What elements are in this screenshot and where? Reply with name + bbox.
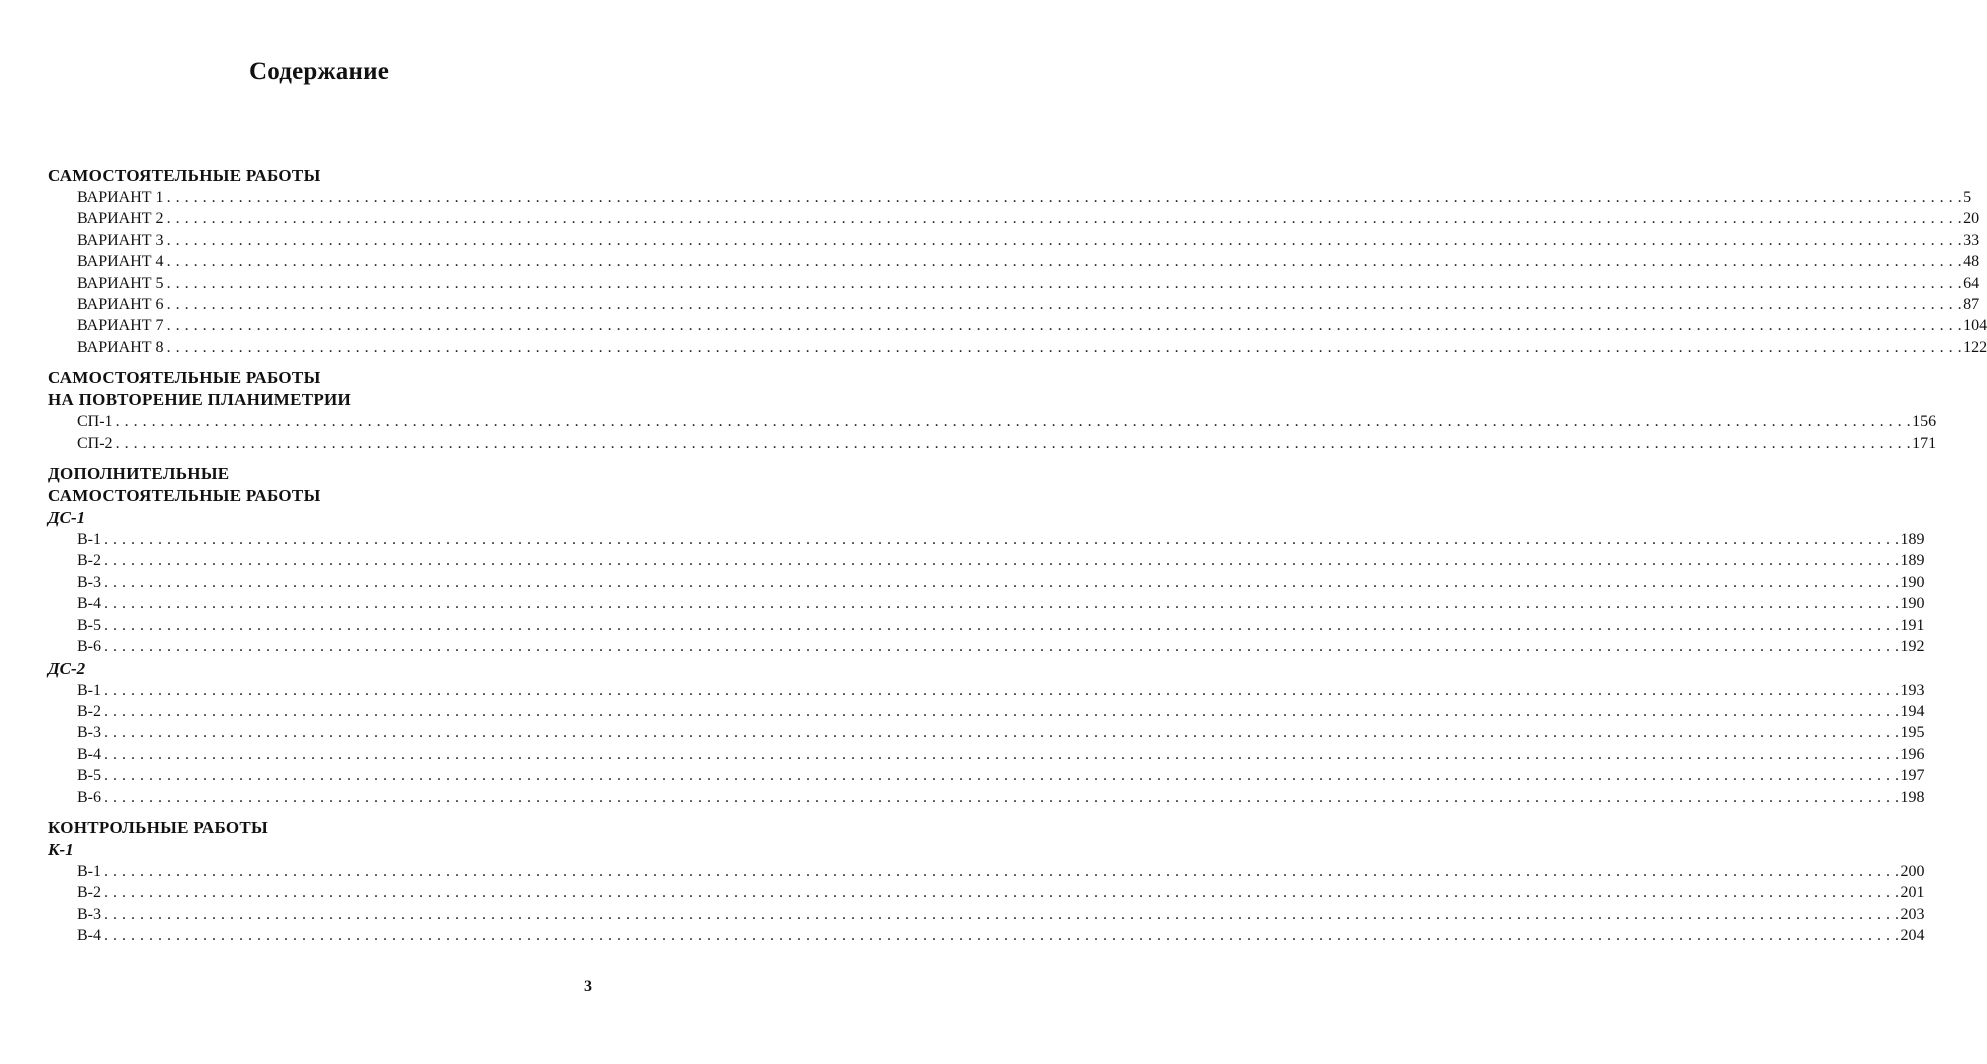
toc-section — [48, 817, 1925, 947]
dot-leader: . . . . . . . . . . . . . . . . . . . . . . . . . . . . . . . . . . . . . . . . . . . . . . . . . . . . . . . . . . . . . . . . . . . . . . . . . . . . . . . . . . . . . . . . . . . . . . . . . . . . . . . . . . . . . . . . . . . . . . . . . . . . . . . . . . . . . . . . . . . . . . . . . . . . . . . . . . . . . . . . . . . . . . . . . . . . . . . . . . . . . . . . . . . . . . . . . . . . . . . . — [104, 595, 1900, 613]
toc-entry[interactable] — [48, 925, 1925, 946]
subsection-title: ДС-1 — [48, 508, 86, 528]
toc-entry[interactable] — [48, 230, 1980, 251]
dot-leader: . . . . . . . . . . . . . . . . . . . . . . . . . . . . . . . . . . . . . . . . . . . . . . . . . . . . . . . . . . . . . . . . . . . . . . . . . . . . . . . . . . . . . . . . . . . . . . . . . . . . . . . . . . . . . . . . . . . . . . . . . . . . . . . . . . . . . . . . . . . . . . . . . . . . . . . . . . . . . . . . . . . . . . . . . . . . . . . . . . . . . . . . . . . . . . . . . . . . . . . . — [104, 552, 1900, 570]
subsection-title: ДС-2 — [48, 658, 86, 678]
toc-entry[interactable] — [48, 593, 1925, 614]
entry-label: ВАРИАНТ 6 — [77, 296, 164, 314]
entry-page-number: 193 — [1900, 681, 1925, 699]
entry-label: В-1 — [77, 681, 101, 699]
section-title: НА ПОВТОРЕНИЕ ПЛАНИМЕТРИИ — [48, 390, 352, 410]
entry-page-number: 203 — [1900, 905, 1925, 923]
dot-leader: . . . . . . . . . . . . . . . . . . . . . . . . . . . . . . . . . . . . . . . . . . . . . . . . . . . . . . . . . . . . . . . . . . . . . . . . . . . . . . . . . . . . . . . . . . . . . . . . . . . . . . . . . . . . . . . . . . . . . . . . . . . . . . . . . . . . . . . . . . . . . . . . . . . . . . . . . . . . . . . . . . . . . . . . . . . . . . . . . . . . . . . . . . . . . . . . . . . . . . . . — [166, 274, 1963, 292]
entry-page-number: 198 — [1900, 788, 1925, 806]
dot-leader: . . . . . . . . . . . . . . . . . . . . . . . . . . . . . . . . . . . . . . . . . . . . . . . . . . . . . . . . . . . . . . . . . . . . . . . . . . . . . . . . . . . . . . . . . . . . . . . . . . . . . . . . . . . . . . . . . . . . . . . . . . . . . . . . . . . . . . . . . . . . . . . . . . . . . . . . . . . . . . . . . . . . . . . . . . . . . . . . . . . . . . . . . . . . . . . . . . . . . . . . — [166, 210, 1963, 228]
entry-page-number: 33 — [1963, 231, 1980, 249]
entry-page-number: 190 — [1900, 595, 1925, 613]
toc-entry[interactable] — [48, 615, 1925, 636]
entry-label: В-2 — [77, 552, 101, 570]
toc-entry[interactable] — [48, 315, 1987, 336]
toc-entry[interactable] — [48, 251, 1980, 272]
toc-entry[interactable] — [48, 337, 1987, 358]
entry-label: ВАРИАНТ 1 — [77, 189, 164, 206]
entry-page-number: 201 — [1900, 884, 1925, 902]
toc-entry[interactable] — [48, 208, 1980, 229]
dot-leader: . . . . . . . . . . . . . . . . . . . . . . . . . . . . . . . . . . . . . . . . . . . . . . . . . . . . . . . . . . . . . . . . . . . . . . . . . . . . . . . . . . . . . . . . . . . . . . . . . . . . . . . . . . . . . . . . . . . . . . . . . . . . . . . . . . . . . . . . . . . . . . . . . . . . . . . . . . . . . . . . . . . . . . . . . . . . . . . . . . . . . . . . . . . . . . . . . . . . . . . . — [166, 338, 1963, 356]
entry-page-number: 195 — [1900, 724, 1925, 742]
entry-page-number: 64 — [1963, 274, 1980, 292]
toc-entry[interactable] — [48, 636, 1925, 657]
dot-leader: . . . . . . . . . . . . . . . . . . . . . . . . . . . . . . . . . . . . . . . . . . . . . . . . . . . . . . . . . . . . . . . . . . . . . . . . . . . . . . . . . . . . . . . . . . . . . . . . . . . . . . . . . . . . . . . . . . . . . . . . . . . . . . . . . . . . . . . . . . . . . . . . . . . . . . . . . . . . . . . . . . . . . . . . . . . . . . . . . . . . . . . . . . . . . . . . . . . . . . . . — [115, 434, 1912, 452]
dot-leader: . . . . . . . . . . . . . . . . . . . . . . . . . . . . . . . . . . . . . . . . . . . . . . . . . . . . . . . . . . . . . . . . . . . . . . . . . . . . . . . . . . . . . . . . . . . . . . . . . . . . . . . . . . . . . . . . . . . . . . . . . . . . . . . . . . . . . . . . . . . . . . . . . . . . . . . . . . . . . . . . . . . . . . . . . . . . . . . . . . . . . . . . . . . . . . . . . . . . . . . . — [166, 189, 1963, 206]
toc-entry[interactable] — [48, 550, 1925, 571]
entry-label: ВАРИАНТ 4 — [77, 253, 164, 271]
entry-label: В-5 — [77, 767, 101, 785]
entry-label: ВАРИАНТ 8 — [77, 338, 164, 356]
entry-page-number: 5 — [1963, 189, 1972, 206]
entry-label: В-3 — [77, 573, 101, 591]
dot-leader: . . . . . . . . . . . . . . . . . . . . . . . . . . . . . . . . . . . . . . . . . . . . . . . . . . . . . . . . . . . . . . . . . . . . . . . . . . . . . . . . . . . . . . . . . . . . . . . . . . . . . . . . . . . . . . . . . . . . . . . . . . . . . . . . . . . . . . . . . . . . . . . . . . . . . . . . . . . . . . . . . . . . . . . . . . . . . . . . . . . . . . . . . . . . . . . . . . . . . . . . — [104, 767, 1900, 785]
dot-leader: . . . . . . . . . . . . . . . . . . . . . . . . . . . . . . . . . . . . . . . . . . . . . . . . . . . . . . . . . . . . . . . . . . . . . . . . . . . . . . . . . . . . . . . . . . . . . . . . . . . . . . . . . . . . . . . . . . . . . . . . . . . . . . . . . . . . . . . . . . . . . . . . . . . . . . . . . . . . . . . . . . . . . . . . . . . . . . . . . . . . . . . . . . . . . . . . . . . . . . . . — [104, 531, 1900, 549]
toc-entry[interactable] — [48, 787, 1925, 808]
section-title: САМОСТОЯТЕЛЬНЫЕ РАБОТЫ — [48, 166, 321, 185]
toc-entry[interactable] — [48, 744, 1925, 765]
toc-section — [48, 367, 1937, 454]
toc-entry[interactable] — [48, 294, 1980, 315]
entry-page-number: 190 — [1900, 573, 1925, 591]
subsection-title: К-1 — [48, 839, 74, 859]
toc-entry[interactable] — [48, 572, 1925, 593]
entry-page-number: 204 — [1900, 927, 1925, 945]
entry-label: В-6 — [77, 638, 101, 656]
toc-entry[interactable] — [48, 904, 1925, 925]
toc-entry[interactable] — [48, 273, 1980, 294]
page-title: Содержание — [248, 58, 389, 85]
dot-leader: . . . . . . . . . . . . . . . . . . . . . . . . . . . . . . . . . . . . . . . . . . . . . . . . . . . . . . . . . . . . . . . . . . . . . . . . . . . . . . . . . . . . . . . . . . . . . . . . . . . . . . . . . . . . . . . . . . . . . . . . . . . . . . . . . . . . . . . . . . . . . . . . . . . . . . . . . . . . . . . . . . . . . . . . . . . . . . . . . . . . . . . . . . . . . . . . . . . . . . . . — [104, 905, 1900, 923]
toc-entry[interactable] — [48, 722, 1925, 743]
dot-leader: . . . . . . . . . . . . . . . . . . . . . . . . . . . . . . . . . . . . . . . . . . . . . . . . . . . . . . . . . . . . . . . . . . . . . . . . . . . . . . . . . . . . . . . . . . . . . . . . . . . . . . . . . . . . . . . . . . . . . . . . . . . . . . . . . . . . . . . . . . . . . . . . . . . . . . . . . . . . . . . . . . . . . . . . . . . . . . . . . . . . . . . . . . . . . . . . . . . . . . . . — [104, 702, 1900, 720]
entry-label: В-2 — [77, 884, 101, 902]
entry-page-number: 156 — [1912, 413, 1937, 431]
entry-page-number: 200 — [1900, 862, 1925, 880]
table-of-contents — [48, 165, 1987, 956]
entry-page-number: 20 — [1963, 210, 1980, 228]
page-number: 3 — [584, 978, 592, 995]
entry-label: В-6 — [77, 788, 101, 806]
entry-label: В-2 — [77, 702, 101, 720]
toc-section — [48, 165, 1987, 358]
entry-label: В-3 — [77, 724, 101, 742]
dot-leader: . . . . . . . . . . . . . . . . . . . . . . . . . . . . . . . . . . . . . . . . . . . . . . . . . . . . . . . . . . . . . . . . . . . . . . . . . . . . . . . . . . . . . . . . . . . . . . . . . . . . . . . . . . . . . . . . . . . . . . . . . . . . . . . . . . . . . . . . . . . . . . . . . . . . . . . . . . . . . . . . . . . . . . . . . . . . . . . . . . . . . . . . . . . . . . . . . . . . . . . . — [104, 862, 1900, 880]
entry-label: ВАРИАНТ 7 — [77, 317, 164, 335]
entry-label: СП-1 — [77, 413, 113, 431]
dot-leader: . . . . . . . . . . . . . . . . . . . . . . . . . . . . . . . . . . . . . . . . . . . . . . . . . . . . . . . . . . . . . . . . . . . . . . . . . . . . . . . . . . . . . . . . . . . . . . . . . . . . . . . . . . . . . . . . . . . . . . . . . . . . . . . . . . . . . . . . . . . . . . . . . . . . . . . . . . . . . . . . . . . . . . . . . . . . . . . . . . . . . . . . . . . . . . . . . . . . . . . . — [104, 724, 1900, 742]
dot-leader: . . . . . . . . . . . . . . . . . . . . . . . . . . . . . . . . . . . . . . . . . . . . . . . . . . . . . . . . . . . . . . . . . . . . . . . . . . . . . . . . . . . . . . . . . . . . . . . . . . . . . . . . . . . . . . . . . . . . . . . . . . . . . . . . . . . . . . . . . . . . . . . . . . . . . . . . . . . . . . . . . . . . . . . . . . . . . . . . . . . . . . . . . . . . . . . . . . . . . . . . — [166, 317, 1963, 335]
dot-leader: . . . . . . . . . . . . . . . . . . . . . . . . . . . . . . . . . . . . . . . . . . . . . . . . . . . . . . . . . . . . . . . . . . . . . . . . . . . . . . . . . . . . . . . . . . . . . . . . . . . . . . . . . . . . . . . . . . . . . . . . . . . . . . . . . . . . . . . . . . . . . . . . . . . . . . . . . . . . . . . . . . . . . . . . . . . . . . . . . . . . . . . . . . . . . . . . . . . . . . . . — [166, 253, 1963, 271]
entry-page-number: 189 — [1900, 531, 1925, 549]
toc-section — [48, 463, 1925, 808]
dot-leader: . . . . . . . . . . . . . . . . . . . . . . . . . . . . . . . . . . . . . . . . . . . . . . . . . . . . . . . . . . . . . . . . . . . . . . . . . . . . . . . . . . . . . . . . . . . . . . . . . . . . . . . . . . . . . . . . . . . . . . . . . . . . . . . . . . . . . . . . . . . . . . . . . . . . . . . . . . . . . . . . . . . . . . . . . . . . . . . . . . . . . . . . . . . . . . . . . . . . . . . . — [166, 231, 1963, 249]
toc-entry[interactable] — [48, 680, 1925, 701]
entry-page-number: 192 — [1900, 638, 1925, 656]
entry-page-number: 171 — [1912, 434, 1937, 452]
dot-leader: . . . . . . . . . . . . . . . . . . . . . . . . . . . . . . . . . . . . . . . . . . . . . . . . . . . . . . . . . . . . . . . . . . . . . . . . . . . . . . . . . . . . . . . . . . . . . . . . . . . . . . . . . . . . . . . . . . . . . . . . . . . . . . . . . . . . . . . . . . . . . . . . . . . . . . . . . . . . . . . . . . . . . . . . . . . . . . . . . . . . . . . . . . . . . . . . . . . . . . . . — [104, 884, 1900, 902]
entry-label: В-3 — [77, 905, 101, 923]
dot-leader: . . . . . . . . . . . . . . . . . . . . . . . . . . . . . . . . . . . . . . . . . . . . . . . . . . . . . . . . . . . . . . . . . . . . . . . . . . . . . . . . . . . . . . . . . . . . . . . . . . . . . . . . . . . . . . . . . . . . . . . . . . . . . . . . . . . . . . . . . . . . . . . . . . . . . . . . . . . . . . . . . . . . . . . . . . . . . . . . . . . . . . . . . . . . . . . . . . . . . . . . — [104, 745, 1900, 763]
entry-label: ВАРИАНТ 3 — [77, 231, 164, 249]
toc-entry[interactable] — [48, 701, 1925, 722]
toc-entry[interactable] — [48, 861, 1925, 882]
toc-entry[interactable] — [48, 433, 1937, 454]
toc-entry[interactable] — [48, 529, 1925, 550]
entry-page-number: 194 — [1900, 702, 1925, 720]
dot-leader: . . . . . . . . . . . . . . . . . . . . . . . . . . . . . . . . . . . . . . . . . . . . . . . . . . . . . . . . . . . . . . . . . . . . . . . . . . . . . . . . . . . . . . . . . . . . . . . . . . . . . . . . . . . . . . . . . . . . . . . . . . . . . . . . . . . . . . . . . . . . . . . . . . . . . . . . . . . . . . . . . . . . . . . . . . . . . . . . . . . . . . . . . . . . . . . . . . . . . . . . — [104, 681, 1900, 699]
section-title: САМОСТОЯТЕЛЬНЫЕ РАБОТЫ — [48, 486, 321, 506]
toc-entry[interactable] — [48, 765, 1925, 786]
dot-leader: . . . . . . . . . . . . . . . . . . . . . . . . . . . . . . . . . . . . . . . . . . . . . . . . . . . . . . . . . . . . . . . . . . . . . . . . . . . . . . . . . . . . . . . . . . . . . . . . . . . . . . . . . . . . . . . . . . . . . . . . . . . . . . . . . . . . . . . . . . . . . . . . . . . . . . . . . . . . . . . . . . . . . . . . . . . . . . . . . . . . . . . . . . . . . . . . . . . . . . . . — [104, 573, 1900, 591]
entry-page-number: 122 — [1963, 338, 1987, 356]
entry-label: ВАРИАНТ 5 — [77, 274, 164, 292]
dot-leader: . . . . . . . . . . . . . . . . . . . . . . . . . . . . . . . . . . . . . . . . . . . . . . . . . . . . . . . . . . . . . . . . . . . . . . . . . . . . . . . . . . . . . . . . . . . . . . . . . . . . . . . . . . . . . . . . . . . . . . . . . . . . . . . . . . . . . . . . . . . . . . . . . . . . . . . . . . . . . . . . . . . . . . . . . . . . . . . . . . . . . . . . . . . . . . . . . . . . . . . . — [115, 413, 1912, 431]
dot-leader: . . . . . . . . . . . . . . . . . . . . . . . . . . . . . . . . . . . . . . . . . . . . . . . . . . . . . . . . . . . . . . . . . . . . . . . . . . . . . . . . . . . . . . . . . . . . . . . . . . . . . . . . . . . . . . . . . . . . . . . . . . . . . . . . . . . . . . . . . . . . . . . . . . . . . . . . . . . . . . . . . . . . . . . . . . . . . . . . . . . . . . . . . . . . . . . . . . . . . . . . — [104, 788, 1900, 806]
entry-page-number: 189 — [1900, 552, 1925, 570]
entry-page-number: 196 — [1900, 745, 1925, 763]
dot-leader: . . . . . . . . . . . . . . . . . . . . . . . . . . . . . . . . . . . . . . . . . . . . . . . . . . . . . . . . . . . . . . . . . . . . . . . . . . . . . . . . . . . . . . . . . . . . . . . . . . . . . . . . . . . . . . . . . . . . . . . . . . . . . . . . . . . . . . . . . . . . . . . . . . . . . . . . . . . . . . . . . . . . . . . . . . . . . . . . . . . . . . . . . . . . . . . . . . . . . . . . — [104, 616, 1900, 634]
toc-entry[interactable] — [48, 187, 1972, 208]
toc-entry[interactable] — [48, 882, 1925, 903]
entry-page-number: 197 — [1900, 767, 1925, 785]
entry-label: В-1 — [77, 862, 101, 880]
entry-label: В-4 — [77, 745, 101, 763]
entry-label: В-4 — [77, 927, 101, 945]
entry-page-number: 191 — [1900, 616, 1925, 634]
toc-entry[interactable] — [48, 411, 1937, 432]
section-title: САМОСТОЯТЕЛЬНЫЕ РАБОТЫ — [48, 368, 321, 388]
entry-label: В-1 — [77, 531, 101, 549]
dot-leader: . . . . . . . . . . . . . . . . . . . . . . . . . . . . . . . . . . . . . . . . . . . . . . . . . . . . . . . . . . . . . . . . . . . . . . . . . . . . . . . . . . . . . . . . . . . . . . . . . . . . . . . . . . . . . . . . . . . . . . . . . . . . . . . . . . . . . . . . . . . . . . . . . . . . . . . . . . . . . . . . . . . . . . . . . . . . . . . . . . . . . . . . . . . . . . . . . . . . . . . . — [166, 296, 1963, 314]
entry-label: ВАРИАНТ 2 — [77, 210, 164, 228]
dot-leader: . . . . . . . . . . . . . . . . . . . . . . . . . . . . . . . . . . . . . . . . . . . . . . . . . . . . . . . . . . . . . . . . . . . . . . . . . . . . . . . . . . . . . . . . . . . . . . . . . . . . . . . . . . . . . . . . . . . . . . . . . . . . . . . . . . . . . . . . . . . . . . . . . . . . . . . . . . . . . . . . . . . . . . . . . . . . . . . . . . . . . . . . . . . . . . . . . . . . . . . . — [104, 638, 1900, 656]
section-title: ДОПОЛНИТЕЛЬНЫЕ — [48, 464, 230, 484]
entry-page-number: 87 — [1963, 296, 1980, 314]
section-title: КОНТРОЛЬНЫЕ РАБОТЫ — [48, 817, 269, 837]
entry-label: В-4 — [77, 595, 101, 613]
dot-leader: . . . . . . . . . . . . . . . . . . . . . . . . . . . . . . . . . . . . . . . . . . . . . . . . . . . . . . . . . . . . . . . . . . . . . . . . . . . . . . . . . . . . . . . . . . . . . . . . . . . . . . . . . . . . . . . . . . . . . . . . . . . . . . . . . . . . . . . . . . . . . . . . . . . . . . . . . . . . . . . . . . . . . . . . . . . . . . . . . . . . . . . . . . . . . . . . . . . . . . . . — [104, 927, 1900, 945]
entry-label: В-5 — [77, 616, 101, 634]
entry-page-number: 104 — [1963, 317, 1987, 335]
entry-label: СП-2 — [77, 434, 113, 452]
entry-page-number: 48 — [1963, 253, 1980, 271]
